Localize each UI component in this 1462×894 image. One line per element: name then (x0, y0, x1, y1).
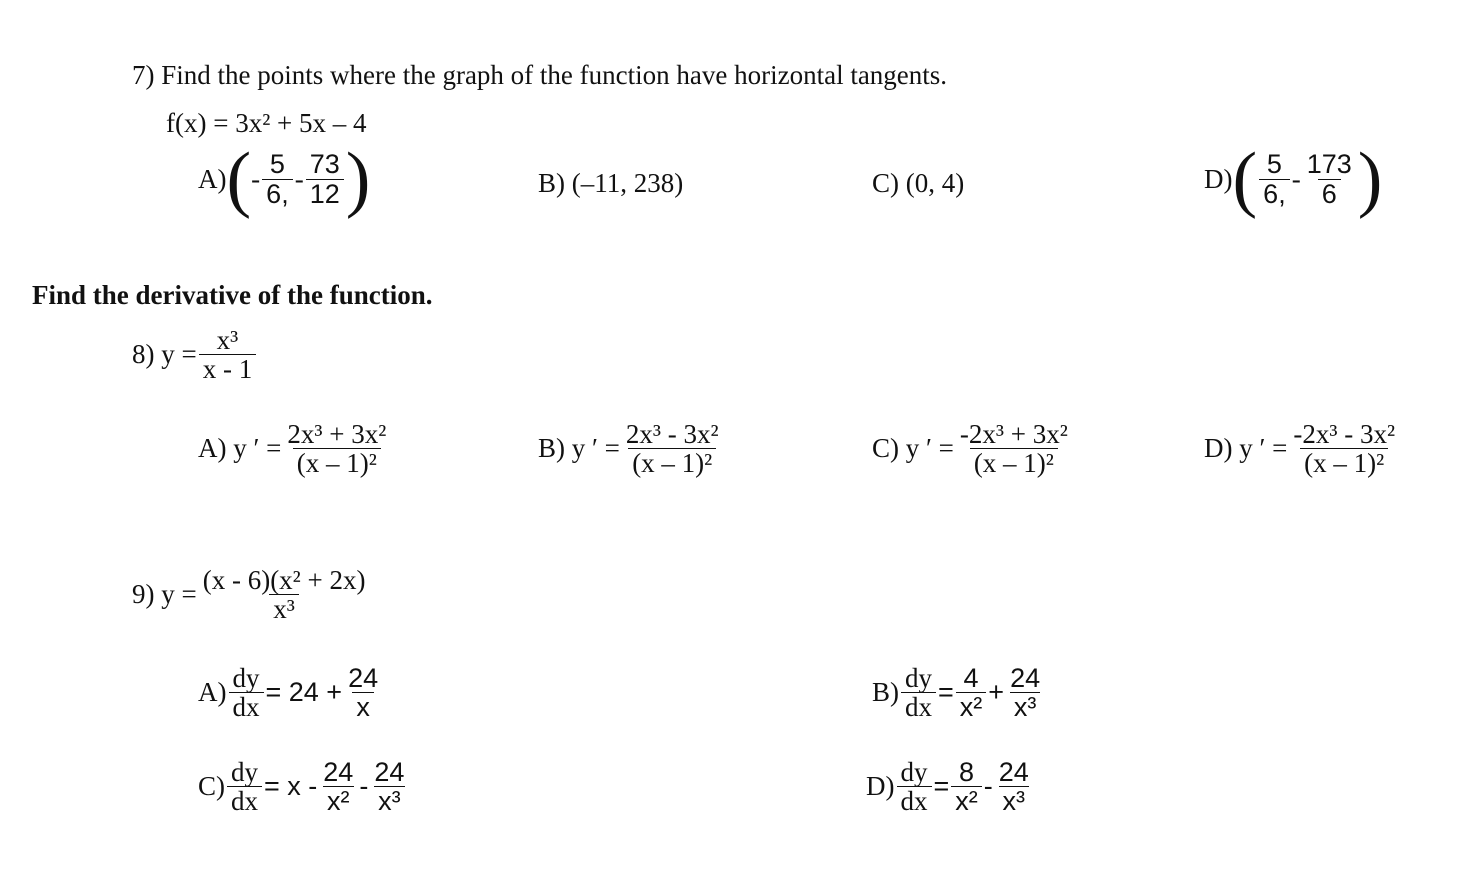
q9-choice-a-fraction: $\frac{24}{x}$ (348, 663, 379, 723)
q8-choice-d[interactable] (1204, 420, 1401, 478)
q9-choice-a[interactable] (198, 664, 384, 722)
q8-expression (132, 326, 258, 384)
dy-dx-fraction: $\frac{dy}{dx}$ (229, 664, 264, 722)
q7-choice-a-label: A) (198, 163, 227, 194)
minus-sign: - (983, 771, 993, 802)
q7-prompt (132, 60, 947, 91)
q8-choice-b-fraction: $\frac{\text{2x³ - 3x²}}{\text{(x – 1)²}}$ (625, 419, 719, 479)
q9-fraction: $\frac{\text{(x - 6)(x² + 2x)}}{\text{x³}}$ (202, 565, 366, 625)
q9-choice-b-fraction-2: $\frac{24}{\text{x³}}$ (1010, 663, 1041, 723)
q7-d-fraction-1: $\frac{5}{6,}$ (1259, 150, 1290, 208)
dy-dx-fraction: $\frac{dy}{dx}$ (227, 758, 262, 816)
plus-sign: + (988, 677, 1005, 708)
q9-prefix: 9) y = (132, 579, 197, 610)
q8-choice-a-fraction: $\frac{\text{2x³ + 3x²}}{\text{(x – 1)²}}$ (287, 419, 387, 479)
left-paren: ( (1232, 138, 1258, 220)
equals-sign: = (938, 677, 954, 708)
dy-dx-fraction: $\frac{dy}{dx}$ (897, 758, 932, 816)
right-paren: ) (345, 138, 371, 220)
q9-choice-c-label: C) (198, 771, 225, 802)
q8-choice-d-prefix: D) y ′ = (1204, 433, 1288, 464)
q8-choice-d-fraction: $\frac{\text{-2x³ - 3x²}}{\text{(x – 1)²}}$ (1293, 419, 1396, 479)
q7-choice-c[interactable]: C) (0, 4) (872, 168, 965, 198)
q9-choice-b[interactable] (872, 664, 1046, 722)
equals-sign: = (933, 771, 950, 802)
minus-sign: - (294, 163, 304, 194)
q9-choice-d-fraction-2: $\frac{24}{\text{x³}}$ (998, 757, 1029, 817)
q7-choice-d[interactable] (1204, 138, 1383, 220)
minus-sign: - (251, 163, 261, 194)
q8-prefix: 8) y = (132, 339, 197, 370)
q7-function: f(x) = 3x² + 5x – 4 (166, 108, 367, 138)
dy-dx-fraction: $\frac{dy}{dx}$ (901, 664, 936, 722)
q9-choice-c-fraction-1: $\frac{24}{\text{x²}}$ (323, 757, 354, 817)
q7-choice-a[interactable] (198, 138, 371, 220)
q9-choice-d-label: D) (866, 771, 895, 802)
q8-choice-b[interactable] (538, 420, 725, 478)
q8-choice-c-fraction: $\frac{\text{-2x³ + 3x²}}{\text{(x – 1)²}}$ (959, 419, 1068, 479)
q7-a-fraction-2: $\frac{73}{12}$ (306, 150, 344, 208)
q8-choice-a[interactable] (198, 420, 392, 478)
q7-number: 7) (132, 60, 155, 90)
q9-choice-d-fraction-1: $\frac{8}{\text{x²}}$ (951, 758, 982, 816)
q8-choice-c-prefix: C) y ′ = (872, 433, 954, 464)
minus-sign: - (1291, 163, 1301, 194)
q9-choice-a-middle: = 24 + (265, 677, 343, 708)
q9-choice-d[interactable] (866, 758, 1035, 816)
q9-choice-b-fraction-1: $\frac{4}{\text{x²}}$ (956, 664, 987, 722)
q9-expression (132, 566, 372, 624)
q8-choice-c[interactable] (872, 420, 1074, 478)
q9-choice-c-fraction-2: $\frac{24}{\text{x³}}$ (374, 757, 405, 817)
q8-fraction: $\frac{\text{x³}}{x - 1}$ (199, 326, 257, 384)
q7-choice-b[interactable]: B) (–11, 238) (538, 168, 684, 198)
left-paren: ( (226, 138, 252, 220)
q9-choice-c-middle: = x - (264, 771, 318, 802)
right-paren: ) (1357, 138, 1383, 220)
q8-choice-a-prefix: A) y ′ = (198, 433, 282, 464)
q9-choice-b-label: B) (872, 677, 899, 708)
minus-sign: - (359, 771, 369, 802)
q9-choice-c[interactable] (198, 758, 410, 816)
q7-a-fraction-1: $\frac{5}{6,}$ (262, 150, 293, 208)
q7-choice-d-label: D) (1204, 163, 1233, 194)
q8-choice-b-prefix: B) y ′ = (538, 433, 620, 464)
section-heading: Find the derivative of the function. (32, 280, 433, 310)
q7-d-fraction-2: $\frac{173}{6}$ (1306, 149, 1352, 209)
q9-choice-a-label: A) (198, 677, 227, 708)
q7-prompt-text: Find the points where the graph of the function have horizontal tangents. (161, 60, 948, 90)
